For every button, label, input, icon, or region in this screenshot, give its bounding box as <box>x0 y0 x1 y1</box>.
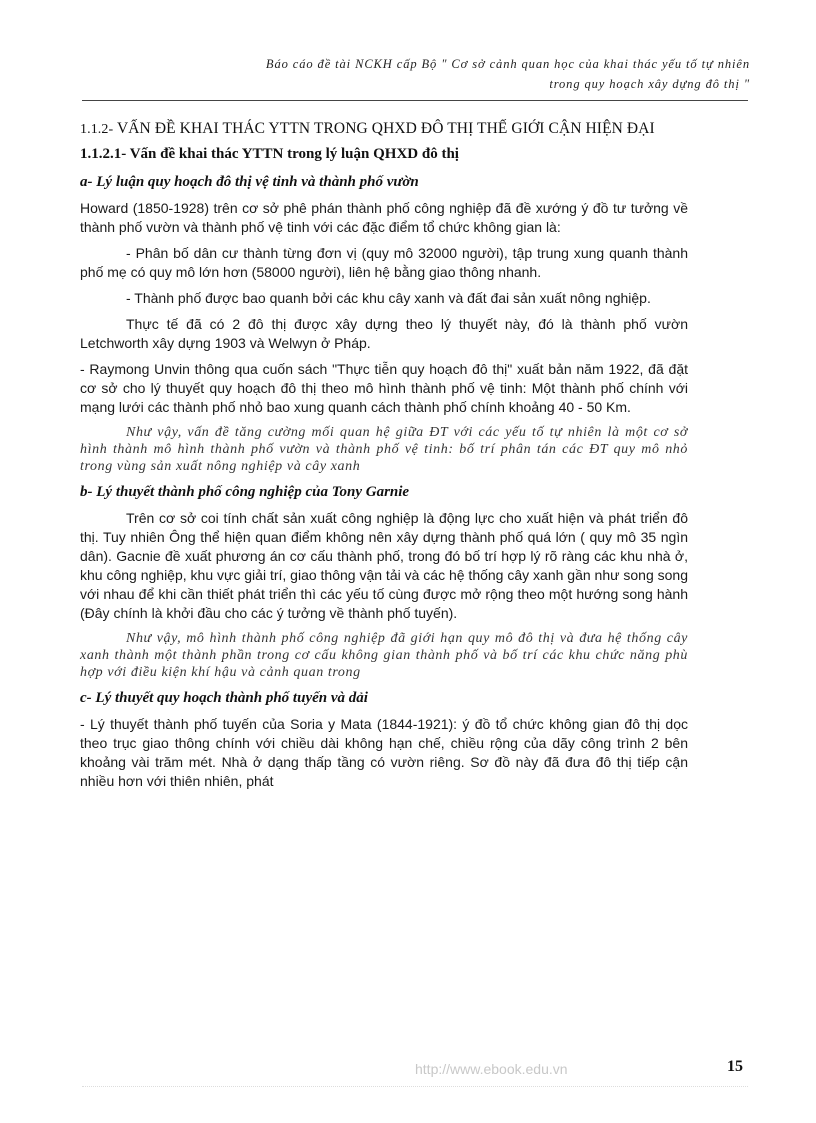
part-a-heading: a- Lý luận quy hoạch đô thị vệ tinh và thành phố vườn <box>80 174 419 190</box>
page-content <box>80 118 688 798</box>
header-line-1: Báo cáo đề tài NCKH cấp Bộ " Cơ sở cảnh quan học của khai thác yếu tố tự nhiên <box>265 57 750 71</box>
part-c-paragraph-1: - Lý thuyết thành phố tuyến của Soria y Mata (1844-1921): ý đồ tổ chức không gian đô thị dọc theo trục giao thông chính với chiều dài không hạn chế, chiều rộng của dãy công trình 2 bên khoảng vài trăm mét. Nhà ở dạng thấp tầng có vườn riêng. Sơ đồ này đã đưa đô thị tiếp cận nhiều hơn với thiên nhiên, phát <box>80 716 688 789</box>
page-number: 15 <box>727 1058 743 1075</box>
part-b-heading: b- Lý thuyết thành phố công nghiệp của Tony Garnie <box>80 484 410 500</box>
part-a-note: Như vậy, vấn đề tăng cường mối quan hệ giữa ĐT với các yếu tố tự nhiên là một cơ sở hình thành mô hình thành phố vườn và thành phố vệ tinh: bố trí phân tán các ĐT quy mô nhỏ trong vùng sản xuất nông nghiệp và cây xanh <box>80 425 688 474</box>
part-a-paragraph-3: - Thành phố được bao quanh bởi các khu cây xanh và đất đai sản xuất nông nghiệp. <box>126 290 651 306</box>
section-heading <box>80 118 688 141</box>
header-line-2: trong quy hoạch xây dựng đô thị " <box>549 77 750 91</box>
part-a-paragraph-4: Thực tế đã có 2 đô thị được xây dựng theo lý thuyết này, đó là thành phố vườn Letchworth xây dựng 1903 và Welwyn ở Pháp. <box>80 316 688 351</box>
footer-url: http://www.ebook.edu.vn <box>415 1061 568 1077</box>
part-a-paragraph-5: - Raymong Unvin thông qua cuốn sách "Thực tiễn quy hoạch đô thị" xuất bản năm 1922, đã đặt cơ sở cho lý thuyết quy hoạch đô thị theo mô hình thành phố vệ tinh: Một thành phố chính với mạng lưới các thành phố nhỏ bao xung quanh cách thành phố chính khoảng 40 - 50 Km. <box>80 361 688 415</box>
subsection-heading: 1.1.2.1- Vấn đề khai thác YTTN trong lý luận QHXD đô thị <box>80 146 459 162</box>
part-a-paragraph-2: - Phân bố dân cư thành từng đơn vị (quy mô 32000 người), tập trung xung quanh thành phố mẹ có quy mô lớn hơn (58000 người), liên hệ bằng giao thông nhanh. <box>80 245 688 280</box>
section-number: 1.1.2- <box>80 122 114 137</box>
part-b-paragraph-1: Trên cơ sở coi tính chất sản xuất công nghiệp là động lực cho xuất hiện và phát triển đô thị. Tuy nhiên Ông thể hiện quan điểm không nên xây dựng thành phố quá lớn ( quy mô 35 ngìn dân). Gacnie đề xuất phương án cơ cấu thành phố, trong đó bố trí hợp lý rõ ràng các khu nhà ở, khu công nghiệp, khu vực giải trí, giao thông vận tải và các hệ thống cây xanh gần như song song với nhau để khi cần thiết phát triển thì các yếu tố cùng được mở rộng theo một hướng song hành (Đây chính là khởi đầu cho các ý tưởng về thành phố tuyến). <box>80 510 688 621</box>
running-header <box>100 54 750 94</box>
part-a-paragraph-1: Howard (1850-1928) trên cơ sở phê phán thành phố công nghiệp đã đề xướng ý đồ tư tưởng về thành phố vườn và thành phố vệ tinh với các đặc điểm tổ chức không gian là: <box>80 200 688 235</box>
section-title: VẤN ĐỀ KHAI THÁC YTTN TRONG QHXD ĐÔ THỊ THẾ GIỚI CẬN HIỆN ĐẠI <box>116 120 655 137</box>
part-b-note: Như vậy, mô hình thành phố công nghiệp đã giới hạn quy mô đô thị và đưa hệ thống cây xanh thành một thành phần trong cơ cấu không gian thành phố và bố trí các khu chức năng phù hợp với điều kiện khí hậu và cảnh quan trong <box>80 631 688 680</box>
footer-divider <box>82 1086 748 1087</box>
header-divider <box>82 100 748 101</box>
part-c-heading: c- Lý thuyết quy hoạch thành phố tuyến và dải <box>80 690 368 706</box>
